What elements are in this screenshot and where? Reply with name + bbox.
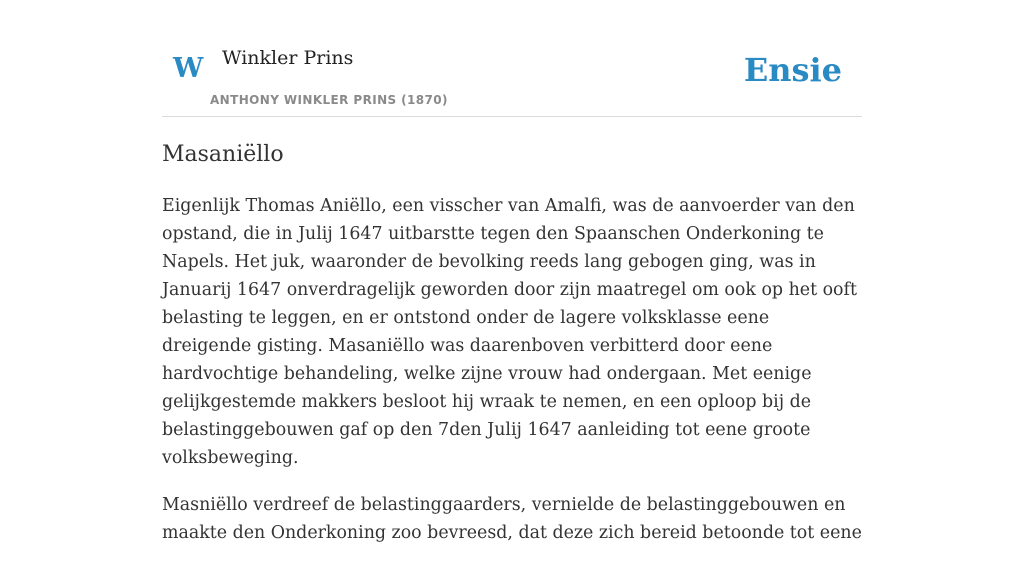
- article-title: Masaniëllo: [162, 142, 284, 167]
- ensie-logo-link[interactable]: Ensie: [743, 51, 842, 89]
- article-body: [162, 192, 862, 566]
- article-paragraph: Eigenlijk Thomas Aniëllo, een visscher van Amalfi, was de aanvoerder van den opstand, die in Julij 1647 uitbarstte tegen den Spaanschen Onderkoning te Napels. Het juk, waaronder de bevolking reeds lang gebogen ging, was in Januarij 1647 onverdragelijk geworden door zijn maatregel om ook op het ooft belasting te leggen, en er ontstond onder de lagere volksklasse eene dreigende gisting. Masaniëllo was daarenboven verbitterd door eene hardvochtige behandeling, welke zijne vrouw had ondergaan. Met eenige gelijkgestemde makkers besloot hij wraak te nemen, en een oploop bij de belastinggebouwen gaf op den 7den Julij 1647 aanleiding tot eene groote volksbeweging.: [162, 196, 857, 468]
- article-paragraph: Masniëllo verdreef de belastinggaarders, vernielde de belastinggebouwen en maakte den Onderkoning zoo bevreesd, dat deze zich bereid betoonde tot eene: [162, 495, 862, 543]
- source-header: [162, 0, 862, 117]
- source-author: ANTHONY WINKLER PRINS (1870): [210, 93, 448, 107]
- source-title-link[interactable]: Winkler Prins: [222, 47, 354, 69]
- source-logo[interactable]: W: [173, 53, 204, 84]
